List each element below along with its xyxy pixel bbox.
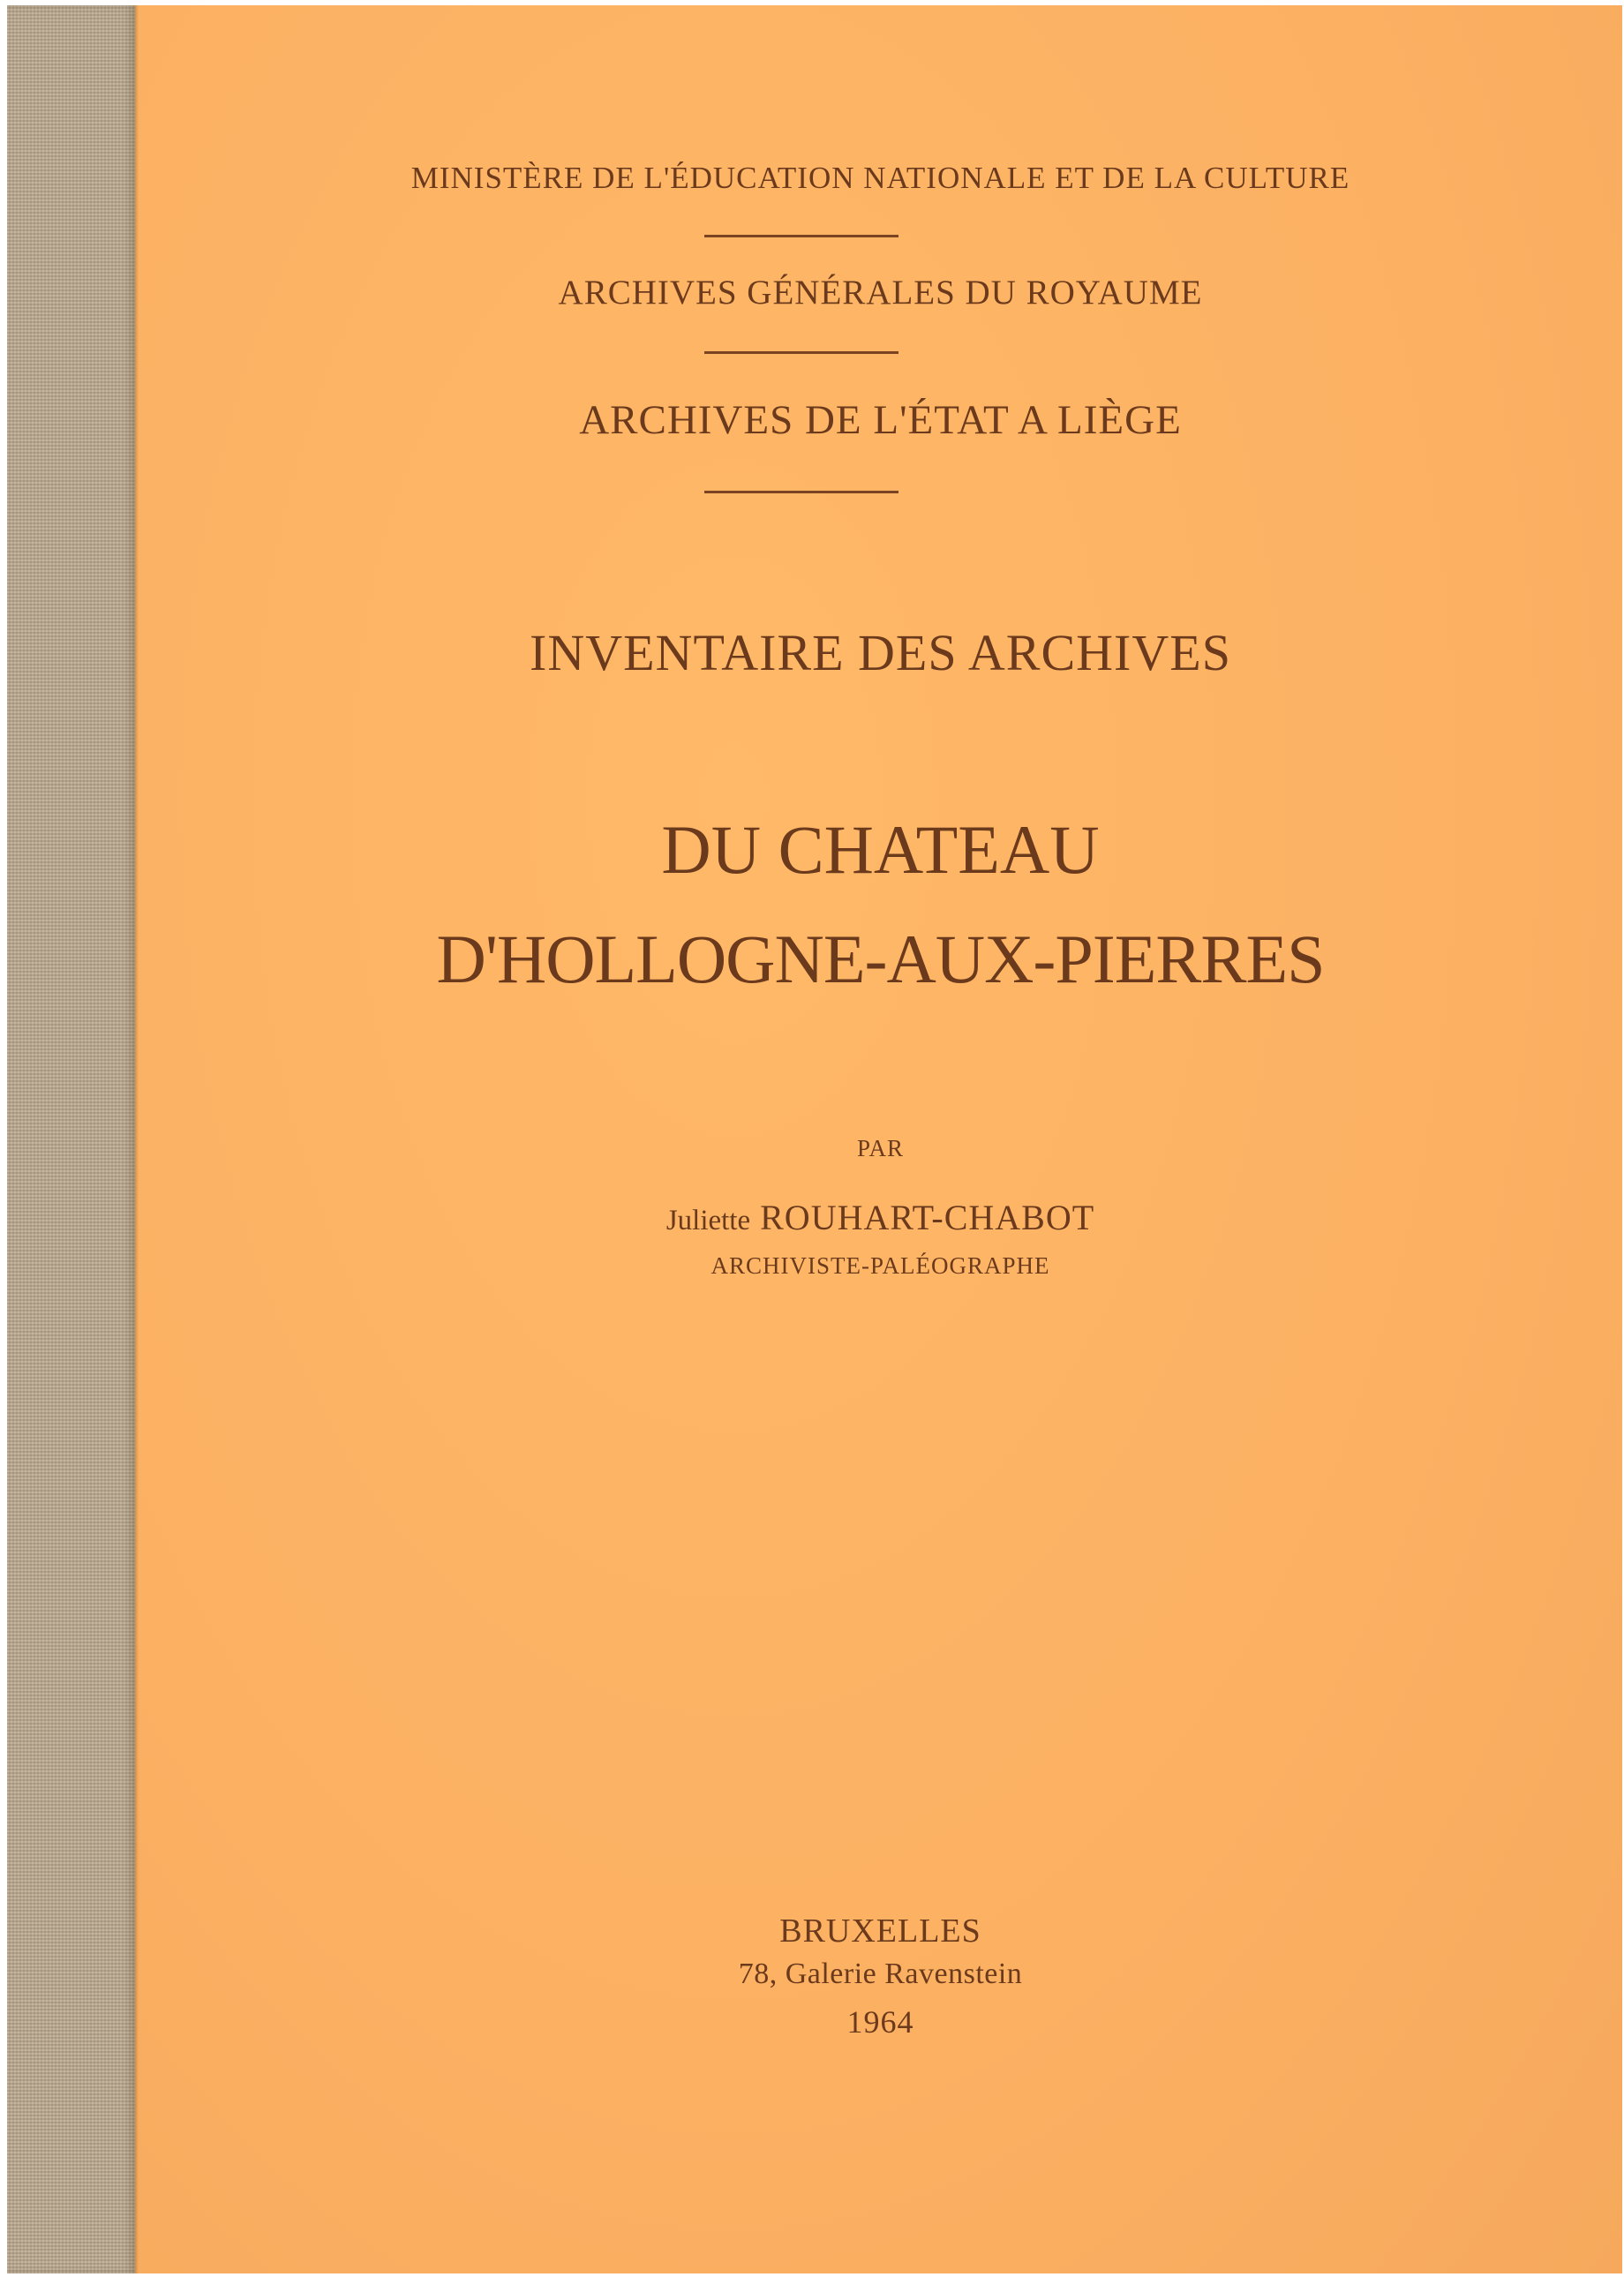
archives-state-heading: ARCHIVES DE L'ÉTAT A LIÈGE bbox=[579, 397, 1182, 443]
title-line-1: INVENTAIRE DES ARCHIVES bbox=[530, 624, 1231, 681]
by-label: PAR bbox=[856, 1135, 905, 1161]
author-last-name: ROUHART-CHABOT bbox=[760, 1198, 1095, 1237]
author-line bbox=[139, 1197, 1622, 1238]
archives-general-heading: ARCHIVES GÉNÉRALES DU ROYAUME bbox=[558, 274, 1203, 312]
title-line-2: DU CHATEAU bbox=[661, 811, 1100, 888]
publication-year: 1964 bbox=[846, 2004, 914, 2040]
author-first-name: Juliette bbox=[665, 1205, 751, 1236]
cover-content bbox=[139, 5, 1622, 2273]
author-role: ARCHIVISTE-PALÉOGRAPHE bbox=[710, 1252, 1050, 1279]
divider-rule-3 bbox=[704, 491, 898, 493]
cloth-spine bbox=[7, 5, 135, 2273]
divider-rule-2 bbox=[704, 351, 898, 354]
book-cover bbox=[7, 5, 1622, 2273]
title-line-3: D'HOLLOGNE-AUX-PIERRES bbox=[436, 921, 1325, 997]
divider-rule-1 bbox=[704, 235, 898, 237]
publisher-address: 78, Galerie Ravenstein bbox=[738, 1958, 1023, 1990]
ministry-heading: MINISTÈRE DE L'ÉDUCATION NATIONALE ET DE LA CULTURE bbox=[410, 161, 1350, 195]
publisher-city: BRUXELLES bbox=[779, 1913, 981, 1950]
